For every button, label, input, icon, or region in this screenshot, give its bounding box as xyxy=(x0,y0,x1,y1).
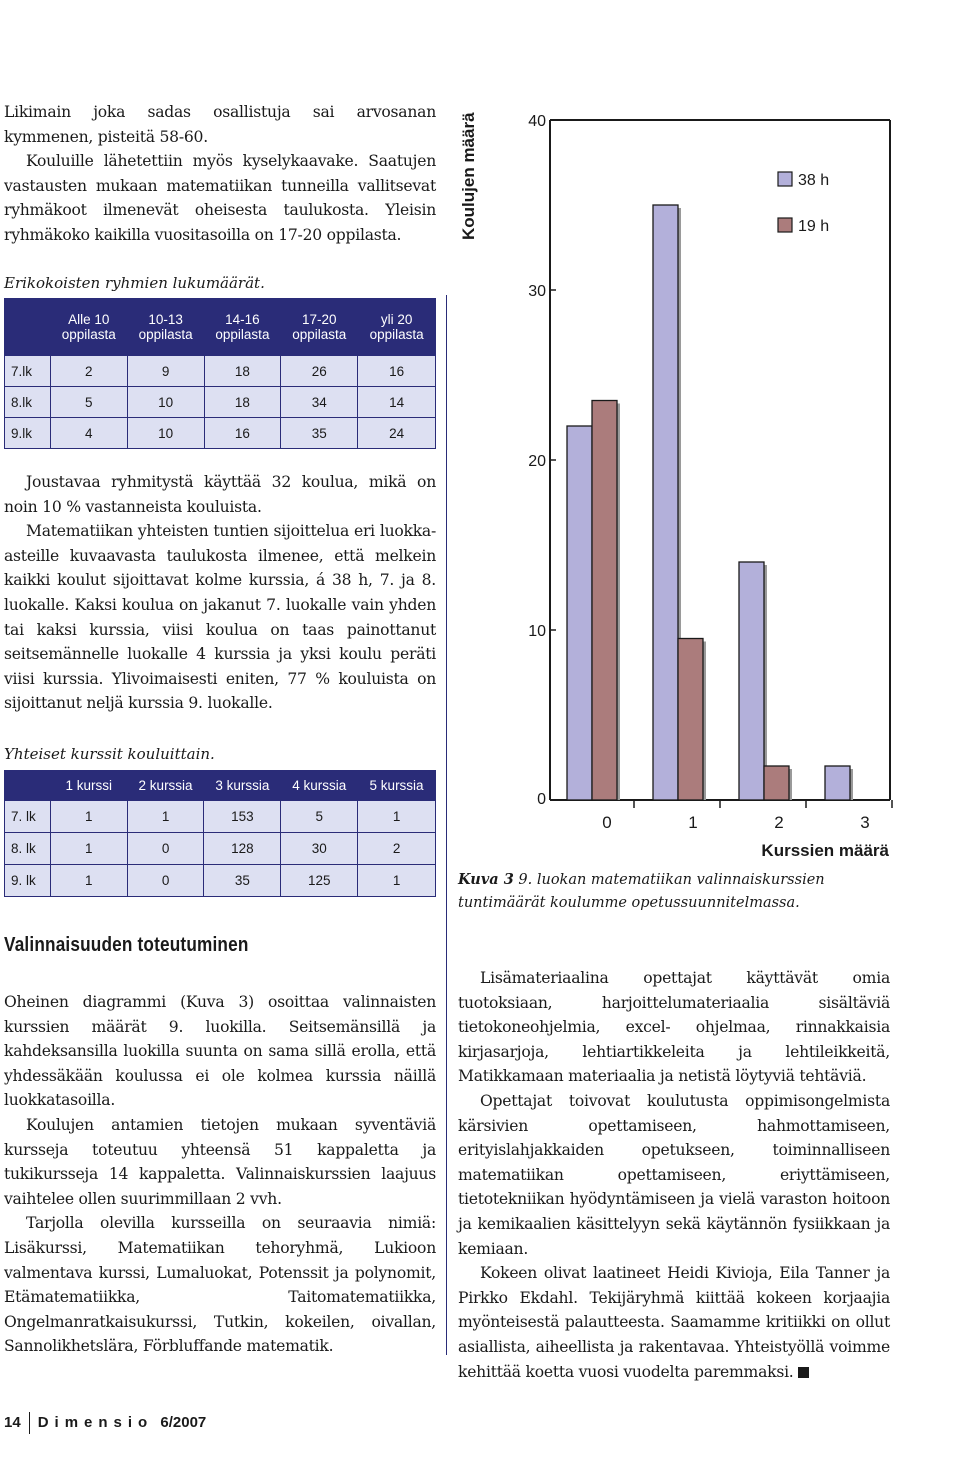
y-axis-label: Koulujen määrä xyxy=(459,112,478,240)
legend-swatch xyxy=(778,218,792,232)
bar-38h-2 xyxy=(739,562,764,800)
table-cell: 1 xyxy=(358,801,436,833)
table-cell: 5 xyxy=(50,387,127,418)
group-size-table xyxy=(4,298,436,449)
table-row xyxy=(5,865,436,897)
footer-divider xyxy=(29,1412,30,1434)
table1-header-row xyxy=(5,299,436,356)
middle-text xyxy=(4,470,436,716)
right-paragraph-1: Lisämateriaalina opettajat käyttävät omia tuotoksiaan, harjoittelumateriaalia sisältäviä tietokoneohjelmia, excel- ohjelmaa, rinnakkaisia kirjasarjoja, lehtiartikkeleita ja lehtileikkeitä, Matikkamaan materiaalia ja netistä löytyviä tehtäviä. xyxy=(458,969,890,1086)
table-cell: 9 xyxy=(127,356,204,387)
table-cell: 35 xyxy=(204,865,281,897)
section-paragraph-2: Koulujen antamien tietojen mukaan syventäviä kursseja toteutuu yhteensä 51 kappaletta ja tukikursseja 14 kappaletta. Valinnaiskurssien laajuus vaihtelee ollen suurimmillaan 2 vvh. xyxy=(4,1115,436,1208)
table-row xyxy=(5,387,436,418)
table-cell: 1 xyxy=(358,865,436,897)
intro-text xyxy=(4,100,436,248)
table2-caption: Yhteiset kurssit kouluittain. xyxy=(4,745,215,763)
middle-paragraph-1: Joustavaa ryhmitystä käyttää 32 koulua, mikä on noin 10 % vastanneista kouluista. xyxy=(4,473,436,516)
right-paragraph-2: Opettajat toivovat koulutusta oppimisongelmista kärsivien opettamiseen, hahmottamiseen, erityislahjakkaiden opetukseen, toiminnalliseen matematiikan opettamiseen, eriyttämiseen, tietotekniikan hyödyntämiseen ja vielä varaston hoitoon ja kemikaalien käsittelyyn sekä käytännön fysiikkaan ja kemiaan. xyxy=(458,1091,890,1258)
table-cell: 24 xyxy=(358,418,436,449)
row-label: 9. lk xyxy=(5,865,51,897)
figure-label: Kuva 3 xyxy=(458,871,514,888)
row-label: 9.lk xyxy=(5,418,51,449)
right-paragraph-3: Kokeen olivat laatineet Heidi Kivioja, Eila Tanner ja Pirkko Ekdahl. Tekijäryhmä kiittää kokeen korjaajia myönteisestä palautteesta. Saamamme kritiikki on ollut asiallista, aiheellista ja rakentavaa. Yhteistyöllä voimme kehittää koetta vuosi vuodelta paremmaksi. xyxy=(458,1264,890,1381)
x-tick-label: 2 xyxy=(774,813,784,832)
table-row xyxy=(5,833,436,865)
x-tick-label: 0 xyxy=(602,813,612,832)
table2-header: 2 kurssia xyxy=(127,771,204,801)
table1-header: 10-13 oppilasta xyxy=(127,299,204,356)
section-paragraph-1: Oheinen diagrammi (Kuva 3) osoittaa valinnaisten kurssien määrät 9. luokilla. Seitsemänsillä ja kahdeksansilla luokilla suunta on sama sillä erolla, että yhdessäkään koulussa ei ole kolmea kurssia näillä luokkatasoilla. xyxy=(4,993,436,1110)
table-row xyxy=(5,801,436,833)
row-label: 8.lk xyxy=(5,387,51,418)
table-cell: 5 xyxy=(281,801,358,833)
table-cell: 4 xyxy=(50,418,127,449)
table-cell: 18 xyxy=(204,387,281,418)
table-cell: 0 xyxy=(127,865,204,897)
y-tick-label: 0 xyxy=(537,791,546,808)
y-tick-label: 40 xyxy=(528,113,546,130)
right-text xyxy=(458,966,890,1384)
table2-header-row xyxy=(5,771,436,801)
table-row xyxy=(5,356,436,387)
y-tick-label: 30 xyxy=(528,283,546,300)
middle-paragraph-2: Matematiikan yhteisten tuntien sijoittelua eri luokka-asteille kuvaavasta taulukosta ilmenee, että melkein kaikki koulut sijoittavat kolme kurssia, á 38 h, 7. ja 8. luokalle. Kaksi koulua on jakanut 7. luokalle vain yhden tai kaksi kurssia, viisi koulua on taas painottanut seitsemännelle luokalle 4 kurssia ja yksi koulu peräti viisi kurssia. Ylivoimaisesti eniten, 77 % kouluista on sijoittanut neljä kurssia 9. luokalle. xyxy=(4,522,436,713)
table-cell: 16 xyxy=(204,418,281,449)
row-label: 7.lk xyxy=(5,356,51,387)
intro-paragraph-2: Kouluille lähetettiin myös kyselykaavake. Saatujen vastausten mukaan matematiikan tunneilla vallitsevat ryhmäkoot ilmenevät oheisesta taulukosta. Yleisin ryhmäkoko kaikilla vuositasoilla on 17-20 oppilasta. xyxy=(4,152,436,244)
table-cell: 0 xyxy=(127,833,204,865)
table-cell: 1 xyxy=(50,833,127,865)
table1-header: 17-20 oppilasta xyxy=(281,299,358,356)
table2-header: 5 kurssia xyxy=(358,771,436,801)
row-label: 7. lk xyxy=(5,801,51,833)
table-cell: 1 xyxy=(127,801,204,833)
bar-19h-0 xyxy=(592,401,617,801)
table-cell: 30 xyxy=(281,833,358,865)
bar-38h-1 xyxy=(653,205,678,800)
table-cell: 153 xyxy=(204,801,281,833)
table-cell: 35 xyxy=(281,418,358,449)
common-courses-table xyxy=(4,770,436,897)
legend-swatch xyxy=(778,172,792,186)
y-tick-label: 20 xyxy=(528,453,546,470)
bar-19h-1 xyxy=(678,639,703,801)
page-number: 14 xyxy=(4,1413,21,1431)
table-cell: 10 xyxy=(127,418,204,449)
issue-number: 6/2007 xyxy=(160,1413,207,1431)
table-cell: 26 xyxy=(281,356,358,387)
y-tick-label: 10 xyxy=(528,623,546,640)
section-paragraph-3: Tarjolla olevilla kursseilla on seuraavia nimiä: Lisäkurssi, Matematiikan tehoryhmä, Lukioon valmentava kurssi, Lumaluokat, Potenssit ja polynomit, Etämatematiikka, Taitomatematiikka, Ongelmanratkaisukurssi, Tutkin, kokeilen, oivallan, Sannolikhetslära, Förbluffande matematik. xyxy=(4,1214,436,1356)
x-tick-label: 3 xyxy=(860,813,870,832)
bar-19h-2 xyxy=(764,766,789,800)
table2-header: 3 kurssia xyxy=(204,771,281,801)
table-cell: 16 xyxy=(358,356,436,387)
x-tick-label: 1 xyxy=(688,813,698,832)
table1-caption: Erikokoisten ryhmien lukumäärät. xyxy=(4,274,265,292)
table2-header: 1 kurssi xyxy=(50,771,127,801)
table-cell: 34 xyxy=(281,387,358,418)
table2-header: 4 kurssia xyxy=(281,771,358,801)
bar-38h-3 xyxy=(825,766,850,800)
legend-label: 19 h xyxy=(798,218,830,235)
table1-header: Alle 10 oppilasta xyxy=(50,299,127,356)
table1-corner xyxy=(5,299,51,356)
intro-paragraph-1: Likimain joka sadas osallistuja sai arvosanan kymmenen, pisteitä 58-60. xyxy=(4,103,436,146)
table1-header: 14-16 oppilasta xyxy=(204,299,281,356)
table-cell: 1 xyxy=(50,801,127,833)
table-cell: 14 xyxy=(358,387,436,418)
table2-corner xyxy=(5,771,51,801)
column-divider xyxy=(446,295,447,1355)
legend-label: 38 h xyxy=(798,172,830,189)
table-cell: 128 xyxy=(204,833,281,865)
figure-caption xyxy=(458,868,888,915)
table-cell: 18 xyxy=(204,356,281,387)
section-heading: Valinnaisuuden toteutuminen xyxy=(4,934,249,956)
table1-header: yli 20 oppilasta xyxy=(358,299,436,356)
magazine-name: Dimensio xyxy=(37,1413,154,1431)
table-cell: 2 xyxy=(358,833,436,865)
figure-text: 9. luokan matematiikan valinnaiskurssien tuntimäärät koulumme opetussuunnitelmassa. xyxy=(458,872,825,911)
table-cell: 125 xyxy=(281,865,358,897)
table-cell: 10 xyxy=(127,387,204,418)
x-axis-label: Kurssien määrä xyxy=(761,841,889,860)
page-footer xyxy=(4,1412,206,1434)
table-cell: 2 xyxy=(50,356,127,387)
table-cell: 1 xyxy=(50,865,127,897)
section-text xyxy=(4,990,436,1359)
table-row xyxy=(5,418,436,449)
course-count-chart xyxy=(450,90,955,870)
row-label: 8. lk xyxy=(5,833,51,865)
end-mark-icon xyxy=(798,1367,809,1378)
bar-38h-0 xyxy=(567,426,592,800)
